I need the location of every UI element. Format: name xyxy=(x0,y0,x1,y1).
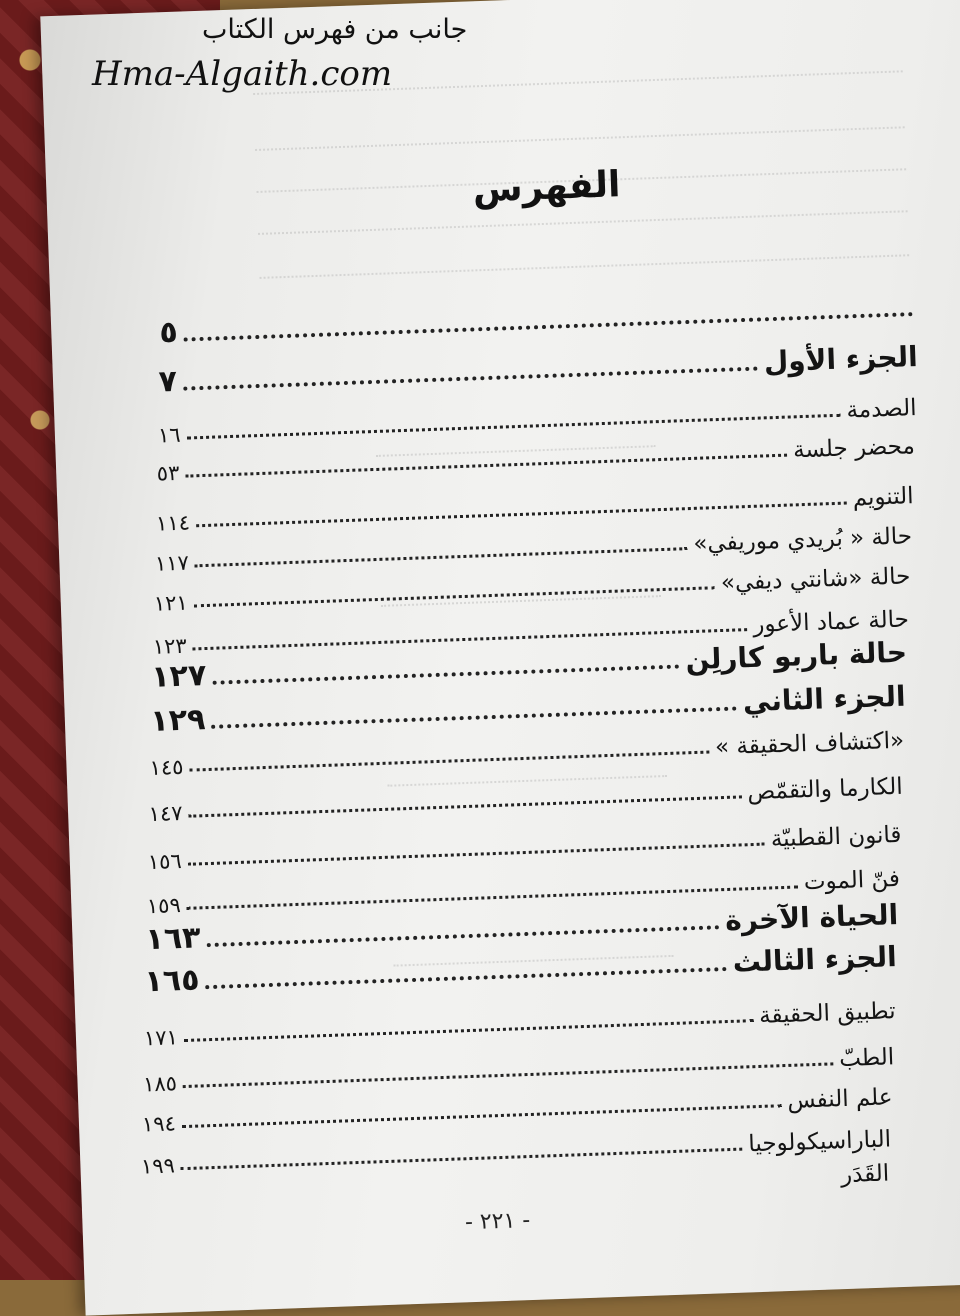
toc-entry-label: الجزء الثالث xyxy=(726,943,897,977)
toc-page-number: ١٤٥ xyxy=(149,757,190,779)
toc-entry-label: الجزء الأول xyxy=(757,343,918,377)
toc-page-number: ١٨٥ xyxy=(143,1073,184,1095)
toc-dot-leader xyxy=(183,367,758,391)
toc-dot-leader xyxy=(206,967,727,989)
toc-dot-leader xyxy=(185,454,787,478)
toc-entry-label: حالة «شانتي ديفي» xyxy=(715,565,911,595)
toc-entry-label: القَدَر xyxy=(835,1162,890,1187)
toc-entry-label: تطبيق الحقيقة xyxy=(753,1000,896,1028)
toc-entry-label: فنّ الموت xyxy=(798,868,901,895)
toc-page-number: ١١٤ xyxy=(156,512,197,534)
toc-entry-label: علم النفس xyxy=(781,1086,893,1113)
toc-page-number: ١٦ xyxy=(158,425,187,447)
toc-page-number: ١٧١ xyxy=(144,1027,185,1049)
toc-entry-label: قانون القطبيّة xyxy=(764,824,901,852)
overlay-caption: جانب من فهرس الكتاب xyxy=(202,14,467,45)
toc-entry-label: حالة « بُريدي موريفي» xyxy=(687,525,912,556)
toc-entry-label: الحياة الآخرة xyxy=(719,901,899,935)
toc-page-number: ١٦٥ xyxy=(144,965,206,997)
toc-page-number: ٥٣ xyxy=(156,463,185,485)
toc-page-number: ١٤٧ xyxy=(148,803,189,825)
book-page xyxy=(40,0,960,1316)
toc-page-number: ١٦٣ xyxy=(145,923,207,955)
toc-entry-label: الطبّ xyxy=(833,1046,895,1071)
toc-page-number: ١٩٤ xyxy=(142,1113,183,1135)
toc-entry-label: الصدمة xyxy=(840,397,917,423)
toc-entry-label: «اكتشاف الحقيقة » xyxy=(709,730,905,760)
toc-entry-label: التنويم xyxy=(846,485,914,510)
toc-page-number: ١٩٩ xyxy=(141,1155,182,1177)
toc-entry-label: محضر جلسة xyxy=(787,435,916,462)
toc-page-number: ٥ xyxy=(159,318,184,349)
page-number-footer: - ٢٢١ - xyxy=(452,1208,543,1236)
toc-title: الفهرس xyxy=(466,164,627,211)
toc-page-number: ١٥٩ xyxy=(147,895,188,917)
toc-page-number: ١٥٦ xyxy=(148,851,189,873)
toc-page-number: ١٢١ xyxy=(154,592,195,614)
toc-page-number: ١٢٣ xyxy=(153,635,194,657)
toc-entry-label: الجزء الثاني xyxy=(736,683,906,717)
toc-entry-label: حالة عماد الأعور xyxy=(747,608,909,637)
toc-entry-label: حالة باربو كارلِن xyxy=(679,639,907,675)
toc-page-number: ١٢٧ xyxy=(151,661,213,693)
overlay-website: Hma-Algaith.com xyxy=(92,54,392,94)
toc-page-number: ٧ xyxy=(158,367,183,398)
toc-entry-label: الباراسيكولوجيا xyxy=(742,1128,891,1156)
toc-page-number: ١١٧ xyxy=(155,552,196,574)
toc-page-number: ١٢٩ xyxy=(150,705,212,737)
toc-entry-label: الكارما والتقمّص xyxy=(741,776,903,805)
